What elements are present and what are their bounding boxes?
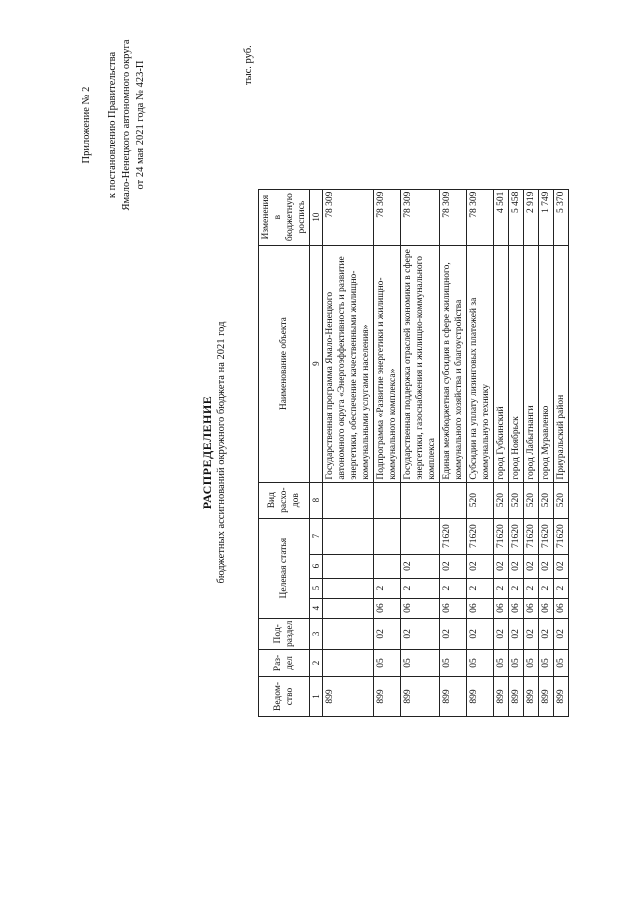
cell-c6: 02 xyxy=(467,554,494,578)
col-header-ved: Ведом-ство xyxy=(259,677,310,717)
cell-ved: 899 xyxy=(509,677,524,717)
cell-vid: 520 xyxy=(494,482,509,518)
cell-c7: 71620 xyxy=(440,518,467,554)
cell-razdel: 05 xyxy=(467,650,494,677)
table-row xyxy=(554,189,569,716)
appendix-line-1: к постановлению Правительства xyxy=(107,51,118,199)
cell-name: город Муравленко xyxy=(539,245,554,482)
cell-change: 5 458 xyxy=(509,189,524,245)
table-row xyxy=(440,189,467,716)
cell-podrazdel: 02 xyxy=(539,618,554,649)
col-number: 3 xyxy=(310,618,323,649)
cell-c4: 06 xyxy=(524,598,539,618)
col-number: 5 xyxy=(310,578,323,598)
col-number: 9 xyxy=(310,245,323,482)
cell-name: Подпрограмма «Развитие энергетики и жилищно-коммунального комплекса» xyxy=(374,245,401,482)
cell-c4: 06 xyxy=(401,598,440,618)
cell-name: город Губкинский xyxy=(494,245,509,482)
cell-c7: 71620 xyxy=(467,518,494,554)
col-header-razdel: Раз-дел xyxy=(259,650,310,677)
cell-change: 78 309 xyxy=(467,189,494,245)
cell-podrazdel: 02 xyxy=(554,618,569,649)
cell-change: 1 749 xyxy=(539,189,554,245)
cell-razdel xyxy=(323,650,374,677)
cell-podrazdel: 02 xyxy=(509,618,524,649)
cell-c6: 02 xyxy=(554,554,569,578)
cell-c7 xyxy=(374,518,401,554)
cell-name: Единая межбюджетная субсидия в сфере жилищного, коммунального хозяйства и благоустройства xyxy=(440,245,467,482)
cell-c5 xyxy=(323,578,374,598)
cell-change: 78 309 xyxy=(401,189,440,245)
cell-c4: 06 xyxy=(467,598,494,618)
cell-c5: 2 xyxy=(554,578,569,598)
units-label: тыс. руб. xyxy=(243,45,254,85)
table-row xyxy=(323,189,374,716)
cell-podrazdel: 02 xyxy=(401,618,440,649)
col-number: 4 xyxy=(310,598,323,618)
cell-c5: 2 xyxy=(539,578,554,598)
column-number-row xyxy=(310,189,323,716)
cell-vid xyxy=(374,482,401,518)
cell-c5: 2 xyxy=(440,578,467,598)
table-body xyxy=(323,189,569,716)
budget-table xyxy=(258,189,569,717)
cell-change: 2 919 xyxy=(524,189,539,245)
cell-ved: 899 xyxy=(323,677,374,717)
cell-ved: 899 xyxy=(401,677,440,717)
cell-c7: 71620 xyxy=(554,518,569,554)
cell-podrazdel xyxy=(323,618,374,649)
cell-c7 xyxy=(323,518,374,554)
col-number: 1 xyxy=(310,677,323,717)
cell-c6: 02 xyxy=(509,554,524,578)
cell-vid xyxy=(323,482,374,518)
cell-c4 xyxy=(323,598,374,618)
cell-c4: 06 xyxy=(440,598,467,618)
col-header-podrazdel: Под-раздел xyxy=(259,618,310,649)
table-row xyxy=(524,189,539,716)
cell-vid: 520 xyxy=(554,482,569,518)
cell-vid: 520 xyxy=(467,482,494,518)
cell-razdel: 05 xyxy=(374,650,401,677)
col-number: 10 xyxy=(310,189,323,245)
cell-change: 5 370 xyxy=(554,189,569,245)
cell-c7: 71620 xyxy=(539,518,554,554)
cell-c4: 06 xyxy=(494,598,509,618)
appendix-line-2: Ямало-Ненецкого автономного округа xyxy=(121,39,132,211)
cell-c6 xyxy=(374,554,401,578)
cell-razdel: 05 xyxy=(554,650,569,677)
cell-vid: 520 xyxy=(539,482,554,518)
cell-name: Субсидии на уплату лизинговых платежей за коммунальную технику xyxy=(467,245,494,482)
cell-vid: 520 xyxy=(524,482,539,518)
cell-c5: 2 xyxy=(509,578,524,598)
appendix-number: Приложение № 2 xyxy=(81,86,92,164)
cell-c4: 06 xyxy=(554,598,569,618)
cell-name: город Ноябрьск xyxy=(509,245,524,482)
cell-c4: 06 xyxy=(374,598,401,618)
cell-vid: 520 xyxy=(509,482,524,518)
cell-razdel: 05 xyxy=(401,650,440,677)
document-title: РАСПРЕДЕЛЕНИЕ xyxy=(200,395,214,510)
cell-razdel: 05 xyxy=(494,650,509,677)
cell-podrazdel: 02 xyxy=(467,618,494,649)
cell-podrazdel: 02 xyxy=(374,618,401,649)
cell-change: 78 309 xyxy=(374,189,401,245)
cell-change: 78 309 xyxy=(323,189,374,245)
cell-razdel: 05 xyxy=(440,650,467,677)
cell-c6: 02 xyxy=(539,554,554,578)
cell-c6: 02 xyxy=(494,554,509,578)
cell-name: Государственная поддержка отраслей экономики в сфере энергетики, газоснабжения и жилищно-коммунального комплекса xyxy=(401,245,440,482)
table-row xyxy=(401,189,440,716)
table-row xyxy=(467,189,494,716)
cell-ved: 899 xyxy=(494,677,509,717)
appendix-header xyxy=(80,5,148,245)
cell-podrazdel: 02 xyxy=(440,618,467,649)
col-header-change: Изменения в бюджетную роспись xyxy=(259,189,310,245)
cell-c4: 06 xyxy=(509,598,524,618)
cell-change: 4 501 xyxy=(494,189,509,245)
cell-ved: 899 xyxy=(374,677,401,717)
cell-ved: 899 xyxy=(524,677,539,717)
cell-c4: 06 xyxy=(539,598,554,618)
cell-c6: 02 xyxy=(440,554,467,578)
cell-c5: 2 xyxy=(401,578,440,598)
col-header-target: Целевая статья xyxy=(259,518,310,618)
table-row xyxy=(509,189,524,716)
cell-c7: 71620 xyxy=(494,518,509,554)
cell-c7: 71620 xyxy=(524,518,539,554)
cell-change: 78 309 xyxy=(440,189,467,245)
col-number: 7 xyxy=(310,518,323,554)
cell-vid xyxy=(401,482,440,518)
cell-razdel: 05 xyxy=(524,650,539,677)
cell-name: Приуральский район xyxy=(554,245,569,482)
cell-name: Государственная программа Ямало-Ненецкого автономного округа «Энергоэффективность и развитие энергетики, обеспечение качественными жилищно-коммунальными услугами населения» xyxy=(323,245,374,482)
col-number: 2 xyxy=(310,650,323,677)
cell-c5: 2 xyxy=(524,578,539,598)
cell-c7: 71620 xyxy=(509,518,524,554)
document-subtitle: бюджетных ассигнований окружного бюджета на 2021 год xyxy=(216,321,227,584)
cell-c5: 2 xyxy=(494,578,509,598)
cell-c6 xyxy=(323,554,374,578)
cell-name: город Лабытнанги xyxy=(524,245,539,482)
table-row xyxy=(494,189,509,716)
cell-c6: 02 xyxy=(401,554,440,578)
cell-c7 xyxy=(401,518,440,554)
cell-razdel: 05 xyxy=(539,650,554,677)
table-row xyxy=(374,189,401,716)
cell-ved: 899 xyxy=(554,677,569,717)
col-number: 8 xyxy=(310,482,323,518)
cell-vid xyxy=(440,482,467,518)
cell-podrazdel: 02 xyxy=(524,618,539,649)
cell-ved: 899 xyxy=(539,677,554,717)
cell-c5: 2 xyxy=(374,578,401,598)
cell-razdel: 05 xyxy=(509,650,524,677)
table-row xyxy=(539,189,554,716)
appendix-line-3: от 24 мая 2021 года № 423-П xyxy=(135,60,146,190)
cell-c5: 2 xyxy=(467,578,494,598)
col-header-name: Наименование объекта xyxy=(259,245,310,482)
cell-ved: 899 xyxy=(467,677,494,717)
col-header-vid: Вид расхо-дов xyxy=(259,482,310,518)
cell-c6: 02 xyxy=(524,554,539,578)
cell-podrazdel: 02 xyxy=(494,618,509,649)
col-number: 6 xyxy=(310,554,323,578)
cell-ved: 899 xyxy=(440,677,467,717)
